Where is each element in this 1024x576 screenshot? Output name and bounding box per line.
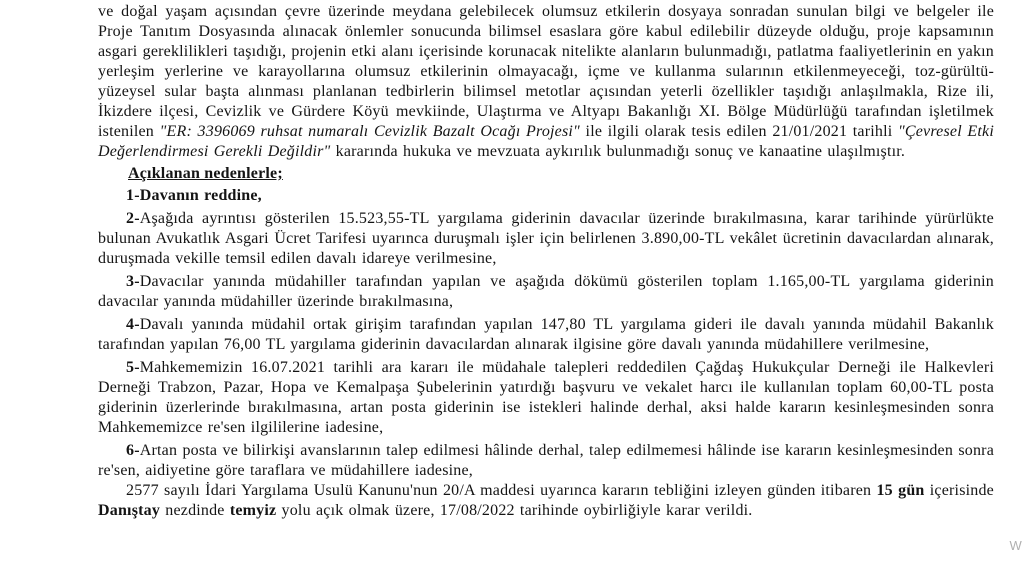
closing-paragraph	[98, 481, 994, 521]
project-name-quote: "ER: 3396069 ruhsat numaralı Cevizlik Bazalt Ocağı Projesi"	[159, 123, 580, 140]
left-margin	[0, 0, 92, 576]
item-2-number: 2-	[126, 210, 140, 227]
item-5	[98, 358, 994, 438]
intro-paragraph	[98, 2, 994, 162]
item-6-number: 6-	[126, 442, 140, 459]
item-5-text: Mahkememizin 16.07.2021 tarihli ara kararı ile müdahale talepleri reddedilen Çağdaş Hukukçular Derneği ile Halkevleri Derneği Trabzon, Pazar, Hopa ve Kemalpaşa Şubelerinin yatırdığı başvuru ve vekalet harcı ile kullanılan toplam 60,00-TL posta giderinin üzerlerinde bırakılmasına, artan posta giderinin ise istekleri halinde derhal, aksi halde kararın kesinleşmesinden sonra Mahkememizce re'sen ilgililerine iadesine,	[98, 359, 994, 436]
closing-text-d: nezdinde	[160, 502, 230, 519]
item-3-number: 3-	[126, 273, 140, 290]
item-6-text: Artan posta ve bilirkişi avanslarının talep edilmesi hâlinde derhal, talep edilmemesi hâlinde ise kararın kesinleşmesinden sonra re'sen, aidiyetine göre taraflara ve müdahillere iadesine,	[98, 442, 994, 479]
item-2	[98, 209, 994, 269]
item-4-text: Davalı yanında müdahil ortak girişim tarafından yapılan 147,80 TL yargılama gideri ile davalı yanında müdahil Bakanlık tarafından yapılan 76,00 TL yargılama giderinin davacılardan alınarak ilgisine göre davalı yanında müdahillere verilmesine,	[98, 316, 994, 353]
reasons-heading: Açıklanan nedenlerle;	[128, 165, 283, 182]
item-1-number: 1-	[126, 187, 140, 204]
closing-text-a: 2577 sayılı İdari Yargılama Usulü Kanunu'nun 20/A maddesi uyarınca kararın tebliğini izleyen günden itibaren	[126, 482, 877, 499]
decision-quote: "Çevresel Etki Değerlendirmesi Gerekli Değildir"	[98, 123, 994, 160]
intro-text-2: ile ilgili olarak tesis edilen 21/01/2021 tarihli	[579, 123, 898, 140]
item-2-text: Aşağıda ayrıntısı gösterilen 15.523,55-TL yargılama giderinin davacılar üzerinde bırakılmasına, karar tarihinde yürürlükte bulunan Avukatlık Asgari Ücret Tarifesi uyarınca duruşmalı işler için belirlenen 3.890,00-TL vekâlet ücretinin davacılardan alınarak, duruşmada vekille temsil edilen davalı idareye verilmesine,	[98, 210, 994, 267]
closing-text-c: içerisinde	[924, 482, 994, 499]
item-4	[98, 315, 994, 355]
watermark-letter: W	[1009, 538, 1022, 553]
court-name: Danıştay	[98, 502, 161, 519]
closing-text-e: yolu açık olmak üzere, 17/08/2022 tarihinde oybirliğiyle karar verildi.	[276, 502, 753, 519]
item-3	[98, 272, 994, 312]
item-6	[98, 441, 994, 481]
item-1	[98, 186, 994, 206]
item-1-text: Davanın reddine,	[139, 187, 262, 204]
intro-text-3: kararında hukuka ve mevzuata aykırılık bulunmadığı sonuç ve kanaatine ulaşılmıştır.	[330, 143, 906, 160]
appeal-type: temyiz	[229, 502, 277, 519]
item-4-number: 4-	[126, 316, 140, 333]
item-5-number: 5-	[126, 359, 140, 376]
intro-text-1: ve doğal yaşam açısından çevre üzerinde meydana gelebilecek olumsuz etkilerin dosyaya sonradan sunulan bilgi ve belgeler ile Proje Tanıtım Dosyasında alınacak önlemler sonucunda bilimsel esaslara göre kabul edilebilir düzeyde olduğu, proje kapsamının asgari gereklilikleri taşıdığı, projenin etki alanı içerisinde korunacak nitelikte alanların bulunmadığı, patlatma faaliyetlerinin en yakın yerleşim yerlerine ve karayollarına olumsuz etkilerinin olmayacağı, içme ve kullanma sularının etkilenmeyeceği, toz-gürültü-yüzeysel sular başta alınması planlanan tedbirlerin bilimsel metotlar açısından yeterli özellikler taşıdığı anlaşılmakla, Rize ili, İkizdere ilçesi, Cevizlik ve Gürdere Köyü mevkiinde, Ulaştırma ve Altyapı Bakanlığı XI. Bölge Müdürlüğü tarafından işletilmek istenilen	[98, 3, 994, 140]
item-3-text: Davacılar yanında müdahiller tarafından yapılan ve aşağıda dökümü gösterilen toplam 1.165,00-TL yargılama giderinin davacılar yanında müdahiller üzerinde bırakılmasına,	[98, 273, 994, 310]
appeal-period: 15 gün	[876, 482, 925, 499]
